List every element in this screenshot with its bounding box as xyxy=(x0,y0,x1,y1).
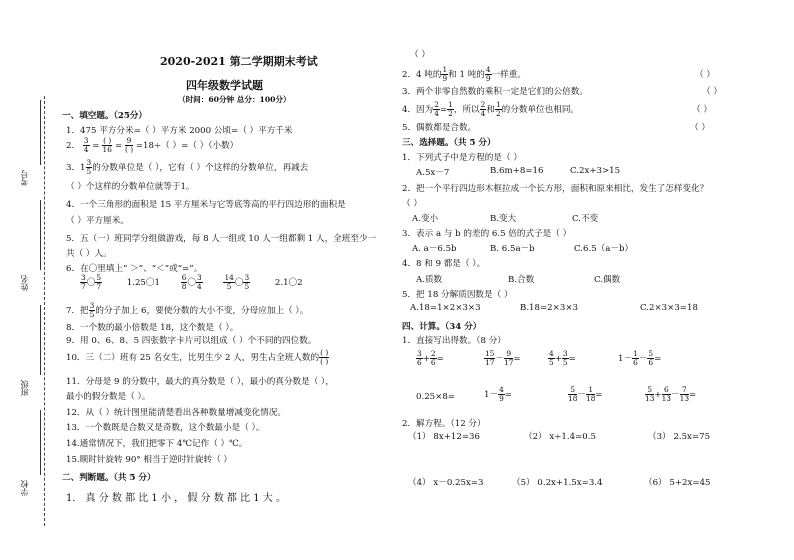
exam-no-rule xyxy=(40,100,41,165)
choice-1-c: C.2x+3>15 xyxy=(570,166,621,176)
calc-4-a: 1 xyxy=(618,354,624,364)
choice-3-a: A. a－6.5b xyxy=(412,244,457,254)
calc-2-frac-a: $\frac{15}{17}$ xyxy=(485,349,495,367)
j4-frac-2: $\frac{1}{2}$ xyxy=(448,100,453,118)
choice-2-blank: （ ） xyxy=(402,199,422,209)
calc-2-frac-b: $\frac{9}{17}$ xyxy=(504,349,514,367)
section-3-heading: 三、选择题。（共 5 分） xyxy=(402,138,496,148)
judge-3-answer: （ ） xyxy=(702,87,722,97)
q10-text: 10．三（二）班有 25 名女生，比男生少 2 人，男生占全班人数的 xyxy=(66,353,320,363)
section-2-heading: 二、判断题。（共 5 分） xyxy=(62,473,156,483)
q3-text: 的分数单位是（ ），它有（ ）个这样的分数单位，再减去 xyxy=(92,163,309,173)
q6-frac-5: $\frac{14}{5}$ xyxy=(224,273,234,291)
q7-frac: $\frac{3}{5}$ xyxy=(89,301,95,319)
q5-line2: 共（ ）人。 xyxy=(66,249,112,259)
q6-frac-4: $\frac{3}{4}$ xyxy=(197,273,202,291)
calc-7-frac-b: $\frac{1}{18}$ xyxy=(586,385,596,403)
calc-7-op: － xyxy=(577,390,587,400)
q3-frac: $\frac{3}{5}$ xyxy=(86,158,92,176)
choice-4-a: A.质数 xyxy=(416,275,443,285)
choice-1: 1．下列式子中是方程的是（ ） xyxy=(402,153,522,163)
q6-circle-3: 〇 xyxy=(187,278,196,288)
calc-4 xyxy=(618,350,661,367)
q2-frac-2: $\frac{( )}{16}$ xyxy=(102,136,112,154)
calc-1-frac-a: $\frac{3}{6}$ xyxy=(417,349,422,367)
q3 xyxy=(66,159,308,176)
q2-suffix: =18÷（ ）=（ ）（小数） xyxy=(135,141,239,151)
judge-2 xyxy=(402,66,526,83)
j2-mid: 和 1 吨的 xyxy=(448,70,485,80)
choice-4: 4．8 和 9 都是（ ）。 xyxy=(402,259,486,269)
judge-4-answer: （ ） xyxy=(692,105,712,115)
name-rule xyxy=(40,200,41,270)
q12: 12．从（ ）统计图里能清楚看出各种数量增减变化情况。 xyxy=(66,408,286,418)
j4-and: 和 xyxy=(486,105,495,115)
section-1-heading: 一、填空题。（25分） xyxy=(62,111,148,121)
class-label: 班级 xyxy=(20,380,29,396)
exam-meta: （时间：60分钟 总分：100分） xyxy=(178,95,291,104)
q11: 11．分母是 9 的分数中，最大的真分数是（ ），最小的真分数是（ ）， xyxy=(66,377,334,387)
choice-3: 3．表示 a 与 b 的差的 6.5 倍的式子是（ ） xyxy=(402,229,572,239)
q4-line2: （ ）平方厘米。 xyxy=(66,216,129,226)
q6-frac-2: $\frac{5}{7}$ xyxy=(96,273,102,291)
q6-items xyxy=(80,274,303,291)
q6-frac-6: $\frac{3}{5}$ xyxy=(244,273,250,291)
q6: 6．在〇里填上“ ＞”、“＜”或“=”。 xyxy=(66,264,203,274)
calc-part-2: 2．解方程。（12 分） xyxy=(402,419,486,429)
q2-eq: = xyxy=(92,141,100,151)
choice-4-c: C.偶数 xyxy=(594,275,621,285)
calc-2-op: － xyxy=(495,354,505,364)
calc-1-frac-b: $\frac{2}{6}$ xyxy=(430,349,436,367)
j2-frac-2: $\frac{4}{9}$ xyxy=(485,65,491,83)
calc-8-eq: = xyxy=(689,390,697,400)
q2-eq-2: = xyxy=(115,141,123,151)
j2-prefix: 2．4 吨的 xyxy=(402,70,442,80)
q13: 13．一个数既是合数又是奇数，这个数最小是（ ）。 xyxy=(66,423,265,433)
calc-8-frac-a: $\frac{5}{13}$ xyxy=(645,385,655,403)
calc-4-frac-b: $\frac{1}{6}$ xyxy=(633,349,638,367)
exam-title: 2020-2021 第二学期期末考试 xyxy=(160,55,318,68)
q6-circle-1: 〇 xyxy=(86,278,96,288)
name-label: 姓名 xyxy=(20,275,29,291)
calc-8-frac-b: $\frac{6}{13}$ xyxy=(661,385,672,403)
q7-prefix: 7．把 xyxy=(66,306,89,316)
choice-5: 5．把 18 分解质因数是（ ） xyxy=(402,290,513,300)
choice-2-c: C.不变 xyxy=(572,214,599,224)
calc-7 xyxy=(568,386,603,403)
calc-6-prefix: 1－ xyxy=(484,390,499,400)
calc-3-eq: = xyxy=(568,354,576,364)
q7-text: 的分子加上 6，要使分数的大小不变，分母应加上（ ）。 xyxy=(95,306,309,316)
calc-1-op: + xyxy=(422,354,430,364)
equation-2: （2） x÷1.4=0.5 xyxy=(524,432,596,442)
q2 xyxy=(66,137,238,154)
j2-frac-1: $\frac{1}{9}$ xyxy=(442,65,448,83)
judge-4 xyxy=(402,101,579,118)
q7 xyxy=(66,302,308,319)
q3-line2: （ ）个这样的分数单位就等于1。 xyxy=(66,182,195,192)
calc-6 xyxy=(484,386,512,403)
q3-prefix: 3．1 xyxy=(66,163,86,173)
choice-1-b: B.6m+8=16 xyxy=(490,166,544,176)
equation-1: （1） 8x+12=36 xyxy=(408,432,480,442)
calc-6-frac: $\frac{4}{9}$ xyxy=(499,385,504,403)
class-rule xyxy=(40,305,41,375)
calc-4-op: － xyxy=(623,354,633,364)
calc-1-eq: = xyxy=(436,354,444,364)
choice-1-a: A.5x－7 xyxy=(416,168,450,178)
choice-5-a: A.18=1×2×3×3 xyxy=(410,303,481,313)
calc-3 xyxy=(548,350,576,367)
school-label: 学校 xyxy=(20,480,29,496)
q1: 1．475 平方分米=（ ）平方米 2000 公顷=（ ）平方千米 xyxy=(66,126,293,136)
q2-frac-1: $\frac{3}{4}$ xyxy=(83,136,89,154)
choice-2: 2．把一个平行四边形木框拉成一个长方形，面积和原来相比，发生了怎样变化？ xyxy=(402,184,709,194)
q14: 14.通常情况下，我们把零下 4℃记作（ ）℃。 xyxy=(66,439,248,449)
q10-frac: $\frac{( )}{( )}$ xyxy=(320,348,329,366)
j4-frac-3: $\frac{2}{4}$ xyxy=(480,100,486,118)
j4-frac-1: $\frac{2}{4}$ xyxy=(434,100,439,118)
calc-8-frac-c: $\frac{7}{13}$ xyxy=(679,385,690,403)
q5: 5．五（一）班同学分组做游戏，每 8 人一组或 10 人一组都剩 1 人，全班至少一 xyxy=(66,234,377,244)
calc-3-frac-b: $\frac{3}{5}$ xyxy=(562,349,568,367)
q6-circle-4: 〇 xyxy=(234,278,244,288)
equation-4: （4） x－0.25x=3 xyxy=(408,478,484,488)
q8: 8．一个数的最小倍数是 18，这个数是（ ）。 xyxy=(66,323,239,333)
q6-item-5: 2.1〇2 xyxy=(274,278,303,288)
j4-text: 的分数单位也相同。 xyxy=(501,105,580,115)
q10 xyxy=(66,349,329,366)
q9: 9．用 0、6、8、5 四张数字卡片可以组成（ ）个不同的四位数。 xyxy=(66,336,317,346)
exam-subtitle: 四年级数学试题 xyxy=(186,79,263,92)
calc-3-frac-a: $\frac{4}{5}$ xyxy=(549,349,554,367)
calc-2 xyxy=(484,350,521,367)
choice-5-b: B.18=2×3×3 xyxy=(520,303,578,313)
j4-eq: = xyxy=(439,105,448,115)
equation-3: （3） 2.5x=75 xyxy=(648,432,711,442)
q6-frac-3: $\frac{6}{8}$ xyxy=(181,273,187,291)
q4: 4．一个三角形的面积是 15 平方厘米与它等底等高的平行四边形的面积是 xyxy=(66,200,346,210)
calc-8 xyxy=(645,386,696,403)
q6-frac-1: $\frac{3}{7}$ xyxy=(81,273,86,291)
choice-5-c: C.2×3×3=18 xyxy=(640,303,698,313)
q15: 15.顺时针旋转 90° 相当于逆时针旋转（ ） xyxy=(66,455,233,465)
equation-5: （5） 0.2x+1.5x=3.4 xyxy=(512,478,603,488)
judge-5: 5．偶数都是合数。 xyxy=(402,123,477,133)
judge-2-answer: （ ） xyxy=(695,70,715,80)
j4-prefix: 4．因为 xyxy=(402,105,434,115)
choice-2-b: B.变大 xyxy=(490,214,517,224)
calc-3-op: + xyxy=(554,354,562,364)
calc-6-eq: = xyxy=(504,390,512,400)
exam-no-label: 考号 xyxy=(20,170,29,186)
j2-text: 一样重。 xyxy=(491,70,526,80)
q6-item-2: 1.25〇1 xyxy=(126,278,160,288)
school-rule xyxy=(40,410,41,475)
choice-2-a: A.变小 xyxy=(412,214,439,224)
j4-frac-4: $\frac{1}{2}$ xyxy=(495,100,501,118)
choice-4-b: B.合数 xyxy=(508,275,535,285)
judge-1-answer: （ ） xyxy=(410,50,430,60)
calc-5: 0.25×8= xyxy=(416,392,456,402)
calc-7-eq: = xyxy=(595,390,603,400)
judge-1: 1． 真 分 数 都 比 1 小 ， 假 分 数 都 比 1 大 。 xyxy=(66,493,286,504)
choice-3-c: C.6.5（a－b） xyxy=(574,244,634,254)
judge-5-answer: （ ） xyxy=(690,123,710,133)
q11-line2: 最小的假分数是（ ）。 xyxy=(66,392,151,402)
calc-2-eq: = xyxy=(513,354,521,364)
choice-3-b: B. 6.5a－b xyxy=(490,244,535,254)
calc-1 xyxy=(416,350,444,367)
q2-frac-3: $\frac{9}{( )}$ xyxy=(124,136,134,154)
judge-3: 3．两个非零自然数的乘积一定是它们的公倍数。 xyxy=(402,87,588,97)
calc-8-op1: + xyxy=(654,390,662,400)
calc-part-1: 1．直接写出得数。（8 分） xyxy=(402,336,506,346)
equation-6: （6） 5+2x=45 xyxy=(644,478,711,488)
q2-prefix: 2． xyxy=(66,141,81,151)
section-4-heading: 四、计算。（34 分） xyxy=(402,322,482,332)
j4-so: ，所以 xyxy=(453,105,480,115)
calc-4-eq: = xyxy=(654,354,662,364)
calc-4-op2: － xyxy=(638,354,648,364)
calc-7-frac-a: $\frac{5}{18}$ xyxy=(568,385,578,403)
binding-dashed-line xyxy=(44,96,45,526)
calc-4-frac-c: $\frac{5}{6}$ xyxy=(648,349,654,367)
calc-8-op2: － xyxy=(671,390,680,400)
